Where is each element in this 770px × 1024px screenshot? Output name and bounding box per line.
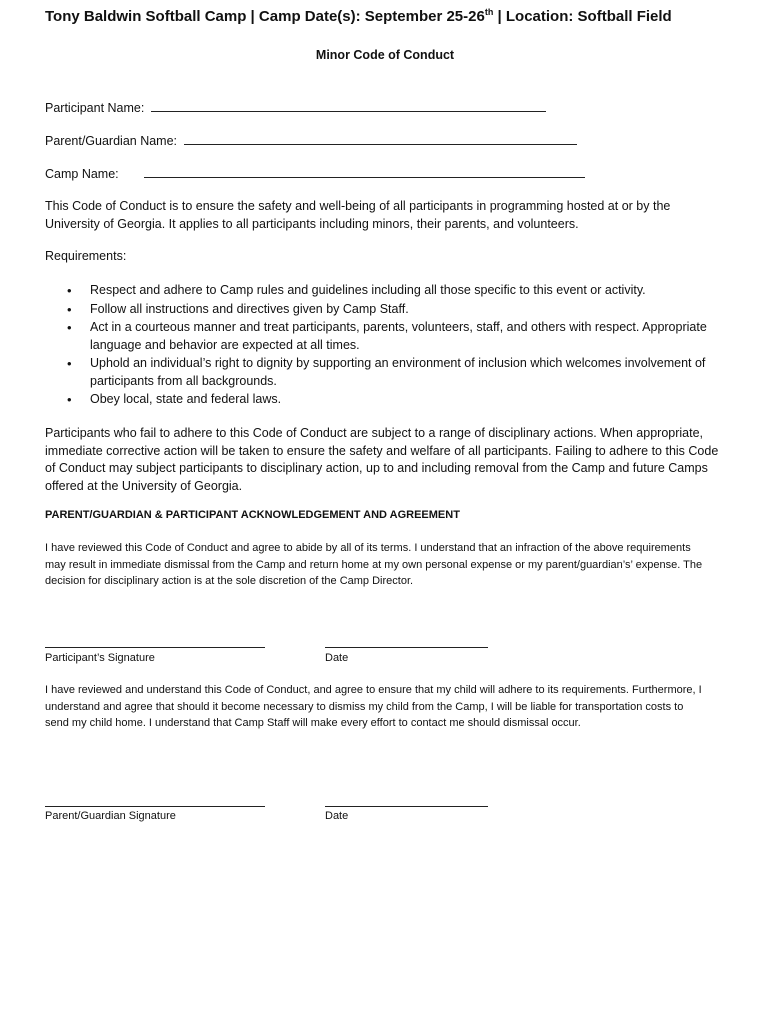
guardian-date-label: Date bbox=[325, 810, 349, 822]
guardian-signature-line[interactable] bbox=[45, 806, 265, 807]
page-subtitle: Minor Code of Conduct bbox=[315, 48, 455, 62]
header-title-sup: th bbox=[484, 7, 494, 17]
list-item bbox=[45, 355, 725, 390]
participant-signature-label: Participant’s Signature bbox=[45, 652, 155, 664]
participant-name-line[interactable] bbox=[151, 99, 546, 112]
participant-date-line[interactable] bbox=[325, 647, 488, 648]
header-title-part2: | Location: Softball Field bbox=[493, 8, 672, 25]
guardian-name-label: Parent/Guardian Name: bbox=[45, 134, 178, 148]
bullet-icon: • bbox=[67, 356, 72, 371]
participant-statement: I have reviewed this Code of Conduct and agree to abide by all of its terms. I understand that an infraction of the above requirements may result in immediate dismissal from the Camp and return home at my own personal expense or my parent/guardian’s’ expense. The decision for disciplinary action is at the sole discretion of the Camp Director. bbox=[45, 542, 703, 587]
bullet-icon: • bbox=[67, 320, 72, 335]
participant-name-label: Participant Name: bbox=[45, 101, 145, 115]
acknowledgement-title: PARENT/GUARDIAN & PARTICIPANT ACKNOWLEDGEMENT AND AGREEMENT bbox=[45, 509, 460, 521]
header-title-part1: Tony Baldwin Softball Camp | Camp Date(s): September 25-26 bbox=[45, 8, 485, 25]
intro-paragraph: This Code of Conduct is to ensure the safety and well-being of all participants in programming hosted at or by the University of Georgia. It applies to all participants including minors, their parents, and volunteers. bbox=[45, 199, 671, 231]
bullet-icon: • bbox=[67, 392, 72, 407]
list-item bbox=[45, 282, 725, 300]
camp-name-field[interactable] bbox=[45, 165, 585, 181]
page-header bbox=[45, 8, 745, 25]
camp-name-label: Camp Name: bbox=[45, 167, 119, 181]
requirement-text: Obey local, state and federal laws. bbox=[90, 392, 282, 406]
bullet-icon: • bbox=[67, 301, 72, 317]
requirement-text: Uphold an individual’s right to dignity by supporting an environment of inclusion which welcomes involvement of participants from all backgrounds. bbox=[90, 356, 706, 388]
guardian-signature-label: Parent/Guardian Signature bbox=[45, 810, 176, 822]
list-item bbox=[45, 319, 725, 354]
participant-name-field[interactable] bbox=[45, 99, 546, 115]
guardian-name-line[interactable] bbox=[184, 132, 577, 145]
requirements-heading: Requirements: bbox=[45, 249, 127, 263]
requirement-text: Respect and adhere to Camp rules and guidelines including all those specific to this event or activity. bbox=[90, 283, 646, 297]
requirement-text: Follow all instructions and directives given by Camp Staff. bbox=[90, 301, 409, 316]
participant-date-label: Date bbox=[325, 652, 349, 664]
guardian-date-line[interactable] bbox=[325, 806, 488, 807]
list-item bbox=[45, 391, 725, 409]
consequences-paragraph: Participants who fail to adhere to this Code of Conduct are subject to a range of disciplinary actions. When appropriate, immediate corrective action will be taken to ensure the safety and welfare of all participants. Failing to adhere to this Code of Conduct may subject participants to disciplinary action, up to and including removal from the Camp and future Camps offered at the University of Georgia. bbox=[45, 426, 719, 493]
guardian-name-field[interactable] bbox=[45, 132, 577, 148]
participant-signature-line[interactable] bbox=[45, 647, 265, 648]
list-item bbox=[45, 301, 725, 319]
guardian-statement: I have reviewed and understand this Code of Conduct, and agree to ensure that my child will adhere to its requirements. Furthermore, I understand and agree that should it become necessary to dismiss my child from the Camp, I will be liable for transportation costs to send my child home. I understand that Camp Staff will make every effort to contact me should dismissal occur. bbox=[45, 684, 702, 729]
camp-name-line[interactable] bbox=[144, 165, 585, 178]
requirement-text: Act in a courteous manner and treat participants, parents, volunteers, staff, and others with respect. Appropriate language and behavior are expected at all times. bbox=[90, 320, 707, 352]
bullet-icon: • bbox=[67, 283, 72, 298]
requirements-list bbox=[45, 282, 725, 410]
